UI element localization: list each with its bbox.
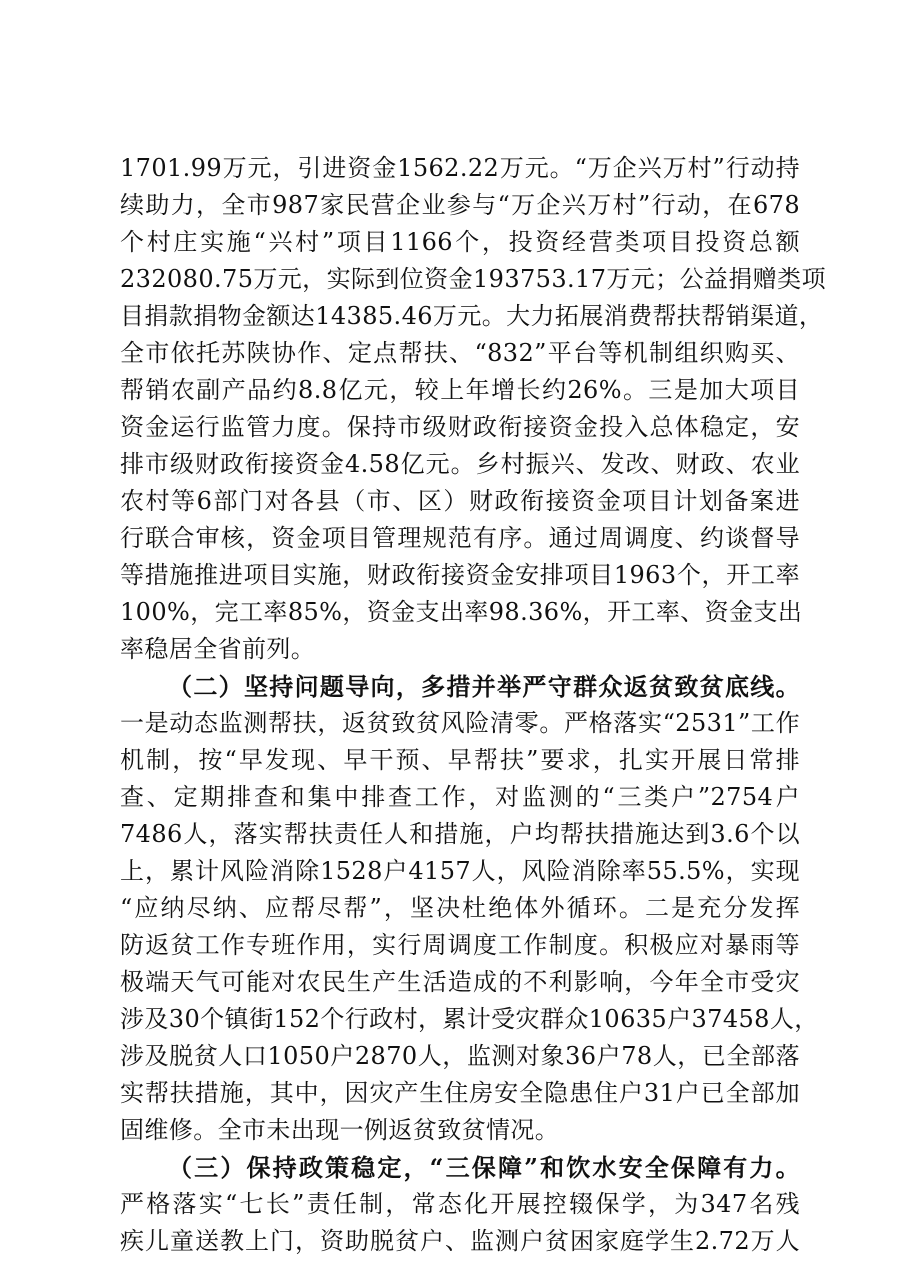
text-line: 查、定期排查和集中排查工作，对监测的“三类户”2754户	[120, 783, 800, 811]
text-line: 率稳居全省前列。	[120, 635, 316, 663]
text-line: 232080.75万元，实际到位资金193753.17万元；公益捐赠类项	[120, 265, 826, 293]
text-line: 排市级财政衔接资金4.58亿元。乡村振兴、发改、财政、农业	[120, 450, 800, 478]
section-heading-2: （二）坚持问题导向，多措并举严守群众返贫致贫底线。	[168, 672, 800, 701]
text-line: 疾儿童送教上门，资助脱贫户、监测户贫困家庭学生2.72万人	[120, 1227, 800, 1255]
text-line: 防返贫工作专班作用，实行周调度工作制度。积极应对暴雨等	[120, 931, 800, 959]
text-line: 实帮扶措施，其中，因灾产生住房安全隐患住户31户已全部加	[120, 1079, 800, 1107]
text-line: 一是动态监测帮扶，返贫致贫风险清零。严格落实“2531”工作	[120, 709, 800, 737]
text-line: 帮销农副产品约8.8亿元，较上年增长约26%。三是加大项目	[120, 376, 800, 404]
text-line: 机制，按“早发现、早干预、早帮扶”要求，扎实开展日常排	[120, 746, 800, 774]
text-line: 7486人，落实帮扶责任人和措施，户均帮扶措施达到3.6个以	[120, 820, 800, 848]
text-line: 个村庄实施“兴村”项目1166个，投资经营类项目投资总额	[120, 228, 800, 256]
text-line: 农村等6部门对各县（市、区）财政衔接资金项目计划备案进	[120, 487, 800, 515]
document-body	[120, 150, 826, 1260]
text-line: 全市依托苏陕协作、定点帮扶、“832”平台等机制组织购买、	[120, 339, 800, 367]
text-line: 固维修。全市未出现一例返贫致贫情况。	[120, 1116, 560, 1144]
text-line: 涉及30个镇街152个行政村，累计受灾群众10635户37458人，	[120, 1005, 819, 1033]
text-line: 100%，完工率85%，资金支出率98.36%，开工率、资金支出	[120, 598, 803, 626]
text-line: 1701.99万元，引进资金1562.22万元。“万企兴万村”行动持	[120, 154, 800, 182]
text-line: 极端天气可能对农民生产生活造成的不利影响，今年全市受灾	[120, 968, 800, 996]
text-line: 资金运行监管力度。保持市级财政衔接资金投入总体稳定，安	[120, 413, 800, 441]
text-line: “应纳尽纳、应帮尽帮”，坚决杜绝体外循环。二是充分发挥	[120, 894, 800, 922]
text-line: 上，累计风险消除1528户4157人，风险消除率55.5%，实现	[120, 857, 800, 885]
text-line: 等措施推进项目实施，财政衔接资金安排项目1963个，开工率	[120, 561, 800, 589]
text-line: 行联合审核，资金项目管理规范有序。通过周调度、约谈督导	[120, 524, 800, 552]
text-line: 涉及脱贫人口1050户2870人，监测对象36户78人，已全部落	[120, 1042, 800, 1070]
text-line: 续助力，全市987家民营企业参与“万企兴万村”行动，在678	[120, 191, 800, 219]
section-heading-3: （三）保持政策稳定，“三保障”和饮水安全保障有力。	[168, 1153, 800, 1182]
text-line: 目捐款捐物金额达14385.46万元。大力拓展消费帮扶帮销渠道，	[120, 302, 824, 330]
text-line: 严格落实“七长”责任制，常态化开展控辍保学，为347名残	[120, 1190, 800, 1218]
